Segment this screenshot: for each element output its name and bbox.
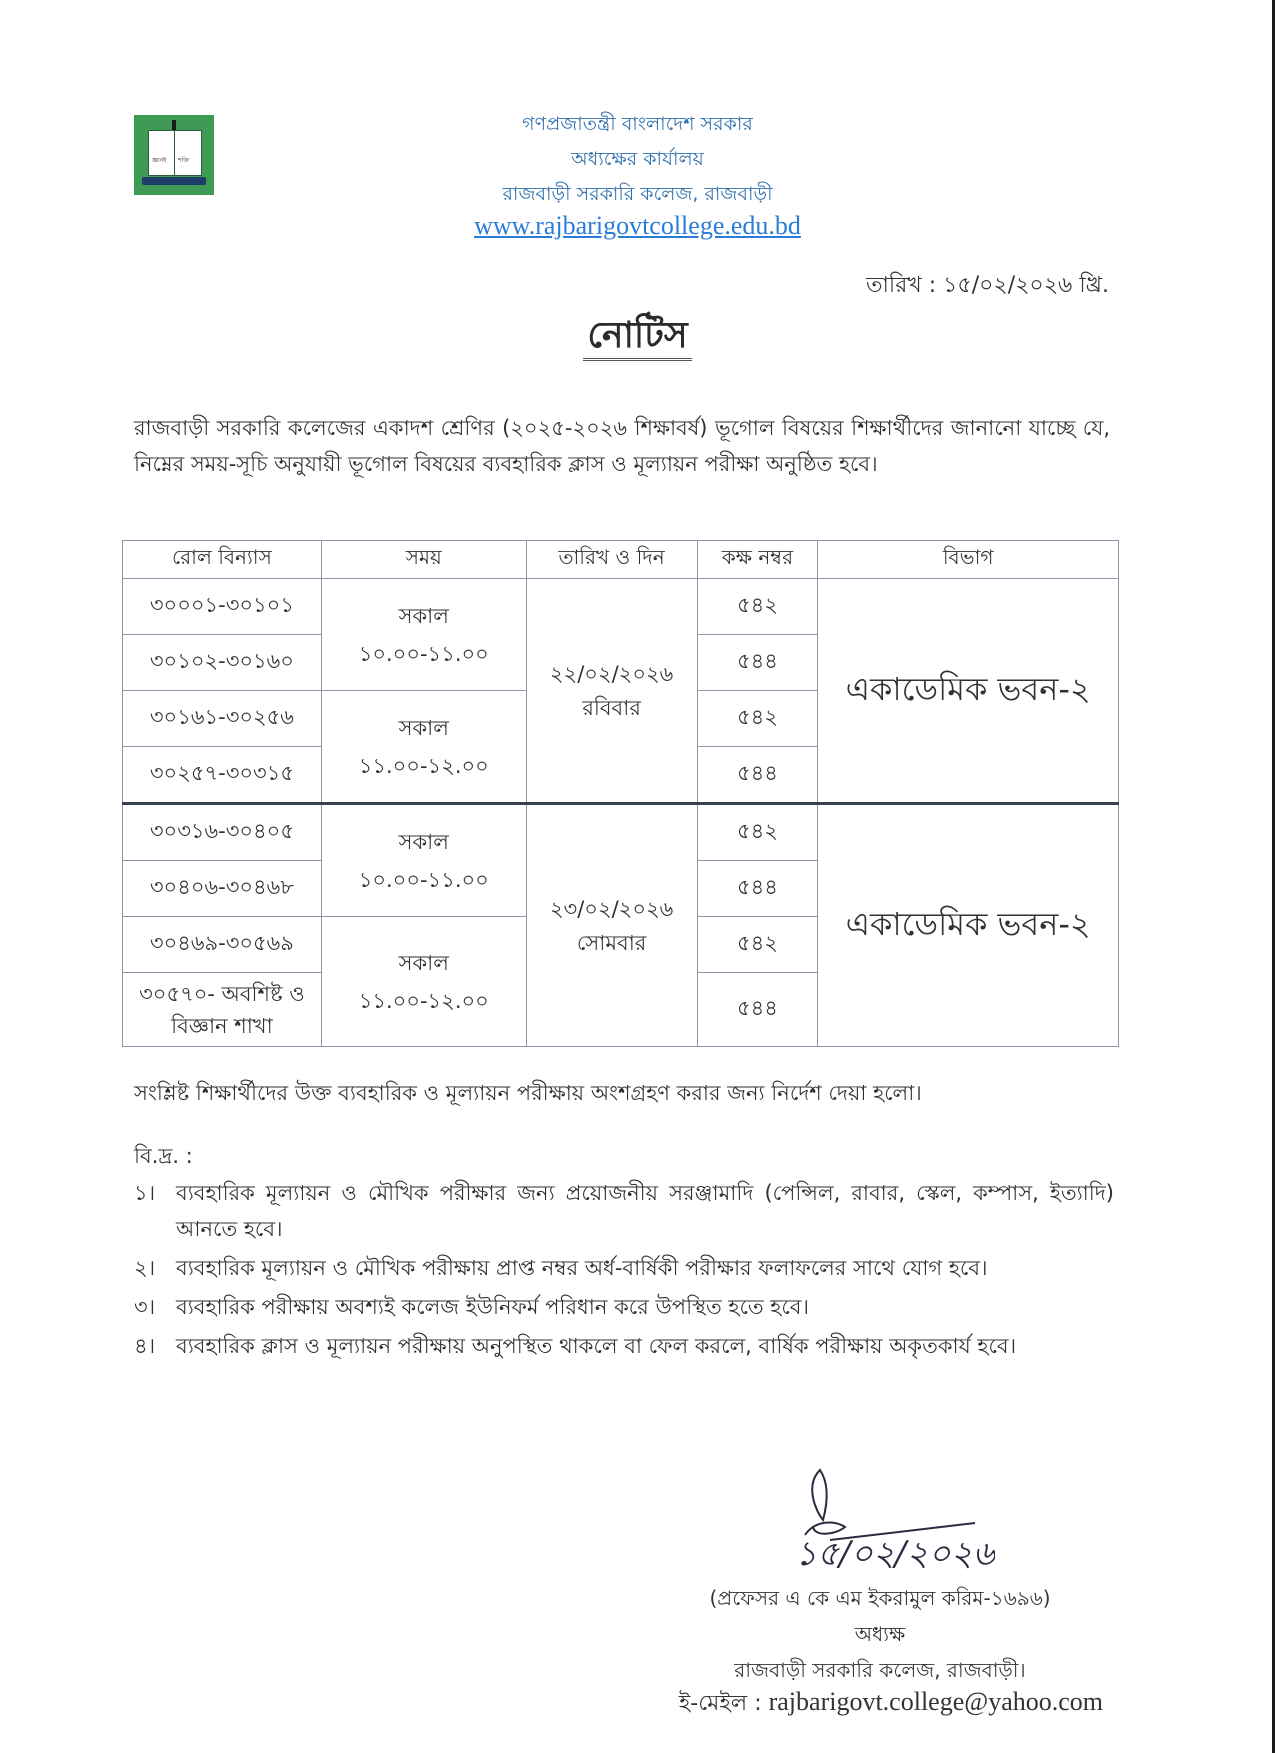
header-department: বিভাগ — [818, 541, 1119, 579]
signatory-block — [660, 1580, 1100, 1688]
room-number: ৫৪২ — [697, 579, 818, 635]
nb-label: বি.দ্র. : — [134, 1144, 193, 1168]
time-slot — [321, 579, 526, 691]
time-slot-range: ১০.০০-১১.০০ — [358, 641, 489, 666]
roll-range: ৩০১৬১-৩০২৫৬ — [123, 691, 322, 747]
handwritten-signature — [775, 1465, 995, 1575]
logo-motto-left: জ্ঞানই — [152, 157, 167, 164]
exam-day: রবিবার — [582, 695, 641, 720]
list-item — [134, 1175, 1114, 1247]
time-slot-range: ১০.০০-১১.০০ — [358, 867, 489, 892]
note-number: ১। — [134, 1181, 156, 1205]
note-text: ব্যবহারিক মূল্যায়ন ও মৌখিক পরীক্ষায় প্রাপ্ত নম্বর অর্ধ-বার্ষিকী পরীক্ষার ফলাফলের সাথে যোগ হবে। — [176, 1256, 988, 1280]
time-slot — [321, 691, 526, 804]
time-slot-range: ১১.০০-১২.০০ — [358, 753, 489, 778]
room-number: ৫৪৪ — [697, 635, 818, 691]
note-text: ব্যবহারিক পরীক্ষায় অবশ্যই কলেজ ইউনিফর্ম পরিধান করে উপস্থিত হতে হবে। — [176, 1295, 809, 1319]
signatory-designation: অধ্যক্ষ — [854, 1622, 906, 1646]
college-name: রাজবাড়ী সরকারি কলেজ, রাজবাড়ী — [502, 183, 773, 205]
note-text: ব্যবহারিক মূল্যায়ন ও মৌখিক পরীক্ষার জন্য প্রয়োজনীয় সরঞ্জামাদি (পেন্সিল, রাবার, স্কেল, কম্পাস, ইত্যাদি) আনতে হবে। — [176, 1181, 1114, 1241]
page-title-wrap — [0, 308, 1275, 368]
header-time: সময় — [321, 541, 526, 579]
room-number: ৫৪৪ — [697, 973, 818, 1047]
header-room: কক্ষ নম্বর — [697, 541, 818, 579]
notes-list — [134, 1175, 1114, 1367]
room-number: ৫৪২ — [697, 691, 818, 747]
department: একাডেমিক ভবন-২ — [818, 579, 1119, 804]
roll-range: ৩০৪৬৯-৩০৫৬৯ — [123, 917, 322, 973]
exam-day: সোমবার — [576, 930, 647, 955]
list-item — [134, 1250, 1114, 1286]
list-item — [134, 1328, 1114, 1364]
note-number: ৩। — [134, 1295, 156, 1319]
list-item — [134, 1289, 1114, 1325]
government-name: গণপ্রজাতন্ত্রী বাংলাদেশ সরকার — [522, 113, 753, 135]
time-slot-range: ১১.০০-১২.০০ — [358, 988, 489, 1013]
roll-range: ৩০১০২-৩০১৬০ — [123, 635, 322, 691]
exam-date — [526, 579, 697, 804]
roll-range: ৩০২৫৭-৩০৩১৫ — [123, 747, 322, 804]
room-number: ৫৪৪ — [697, 747, 818, 804]
email-address[interactable]: rajbarigovt.college@yahoo.com — [768, 1687, 1103, 1716]
room-number: ৫৪৪ — [697, 861, 818, 917]
logo-motto-right: শক্তি — [178, 157, 190, 164]
header-date: তারিখ ও দিন — [526, 541, 697, 579]
time-slot — [321, 804, 526, 917]
signature-date: ১৫/০২/২০২৬ — [795, 1534, 995, 1574]
room-number: ৫৪২ — [697, 917, 818, 973]
table-row — [123, 804, 1119, 861]
exam-date-value: ২২/০২/২০২৬ — [549, 661, 674, 686]
roll-range: ৩০০০১-৩০১০১ — [123, 579, 322, 635]
time-slot-label: সকাল — [398, 829, 449, 854]
schedule-table — [122, 540, 1119, 1047]
email-label: ই-মেইল : — [678, 1691, 762, 1716]
signatory-institution: রাজবাড়ী সরকারি কলেজ, রাজবাড়ী। — [734, 1658, 1026, 1682]
table-header-row — [123, 541, 1119, 579]
roll-range: ৩০৪০৬-৩০৪৬৮ — [123, 861, 322, 917]
time-slot-label: সকাল — [398, 715, 449, 740]
note-text: ব্যবহারিক ক্লাস ও মূল্যায়ন পরীক্ষায় অনুপস্থিত থাকলে বা ফেল করলে, বার্ষিক পরীক্ষায় অকৃতকার্য হবে। — [176, 1334, 1017, 1358]
exam-date-value: ২৩/০২/২০২৬ — [549, 896, 674, 921]
notice-date: তারিখ : ১৫/০২/২০২৬ খ্রি. — [866, 273, 1109, 298]
time-slot-label: সকাল — [398, 950, 449, 975]
office-name: অধ্যক্ষের কার্যালয় — [571, 148, 704, 170]
table-row — [123, 579, 1119, 635]
department: একাডেমিক ভবন-২ — [818, 804, 1119, 1047]
intro-paragraph: রাজবাড়ী সরকারি কলেজের একাদশ শ্রেণির (২০২৫-২০২৬ শিক্ষাবর্ষ) ভূগোল বিষয়ের শিক্ষার্থীদের জানানো যাচ্ছে যে, নিম্নের সময়-সূচি অনুযায়ী ভূগোল বিষয়ের ব্যবহারিক ক্লাস ও মূল্যায়ন পরীক্ষা অনুষ্ঠিত হবে। — [134, 416, 1110, 476]
roll-range: ৩০৩১৬-৩০৪০৫ — [123, 804, 322, 861]
website-link[interactable]: www.rajbarigovtcollege.edu.bd — [474, 211, 801, 240]
exam-date — [526, 804, 697, 1047]
signatory-name: (প্রফেসর এ কে এম ইকরামুল করিম-১৬৯৬) — [709, 1586, 1051, 1610]
email-line — [679, 1686, 1103, 1723]
time-slot-label: সকাল — [398, 603, 449, 628]
time-slot — [321, 917, 526, 1047]
roll-range: ৩০৫৭০- অবশিষ্ট ও বিজ্ঞান শাখা — [123, 973, 322, 1047]
website-link-wrap — [0, 211, 1275, 241]
header-roll: রোল বিন্যাস — [123, 541, 322, 579]
room-number: ৫৪২ — [697, 804, 818, 861]
closing-sentence: সংশ্লিষ্ট শিক্ষার্থীদের উক্ত ব্যবহারিক ও মূল্যায়ন পরীক্ষায় অংশগ্রহণ করার জন্য নির্দেশ দেয়া হলো। — [134, 1081, 922, 1105]
page-title: নোটিস — [583, 315, 691, 361]
note-number: ২। — [134, 1256, 156, 1280]
note-number: ৪। — [134, 1334, 156, 1358]
